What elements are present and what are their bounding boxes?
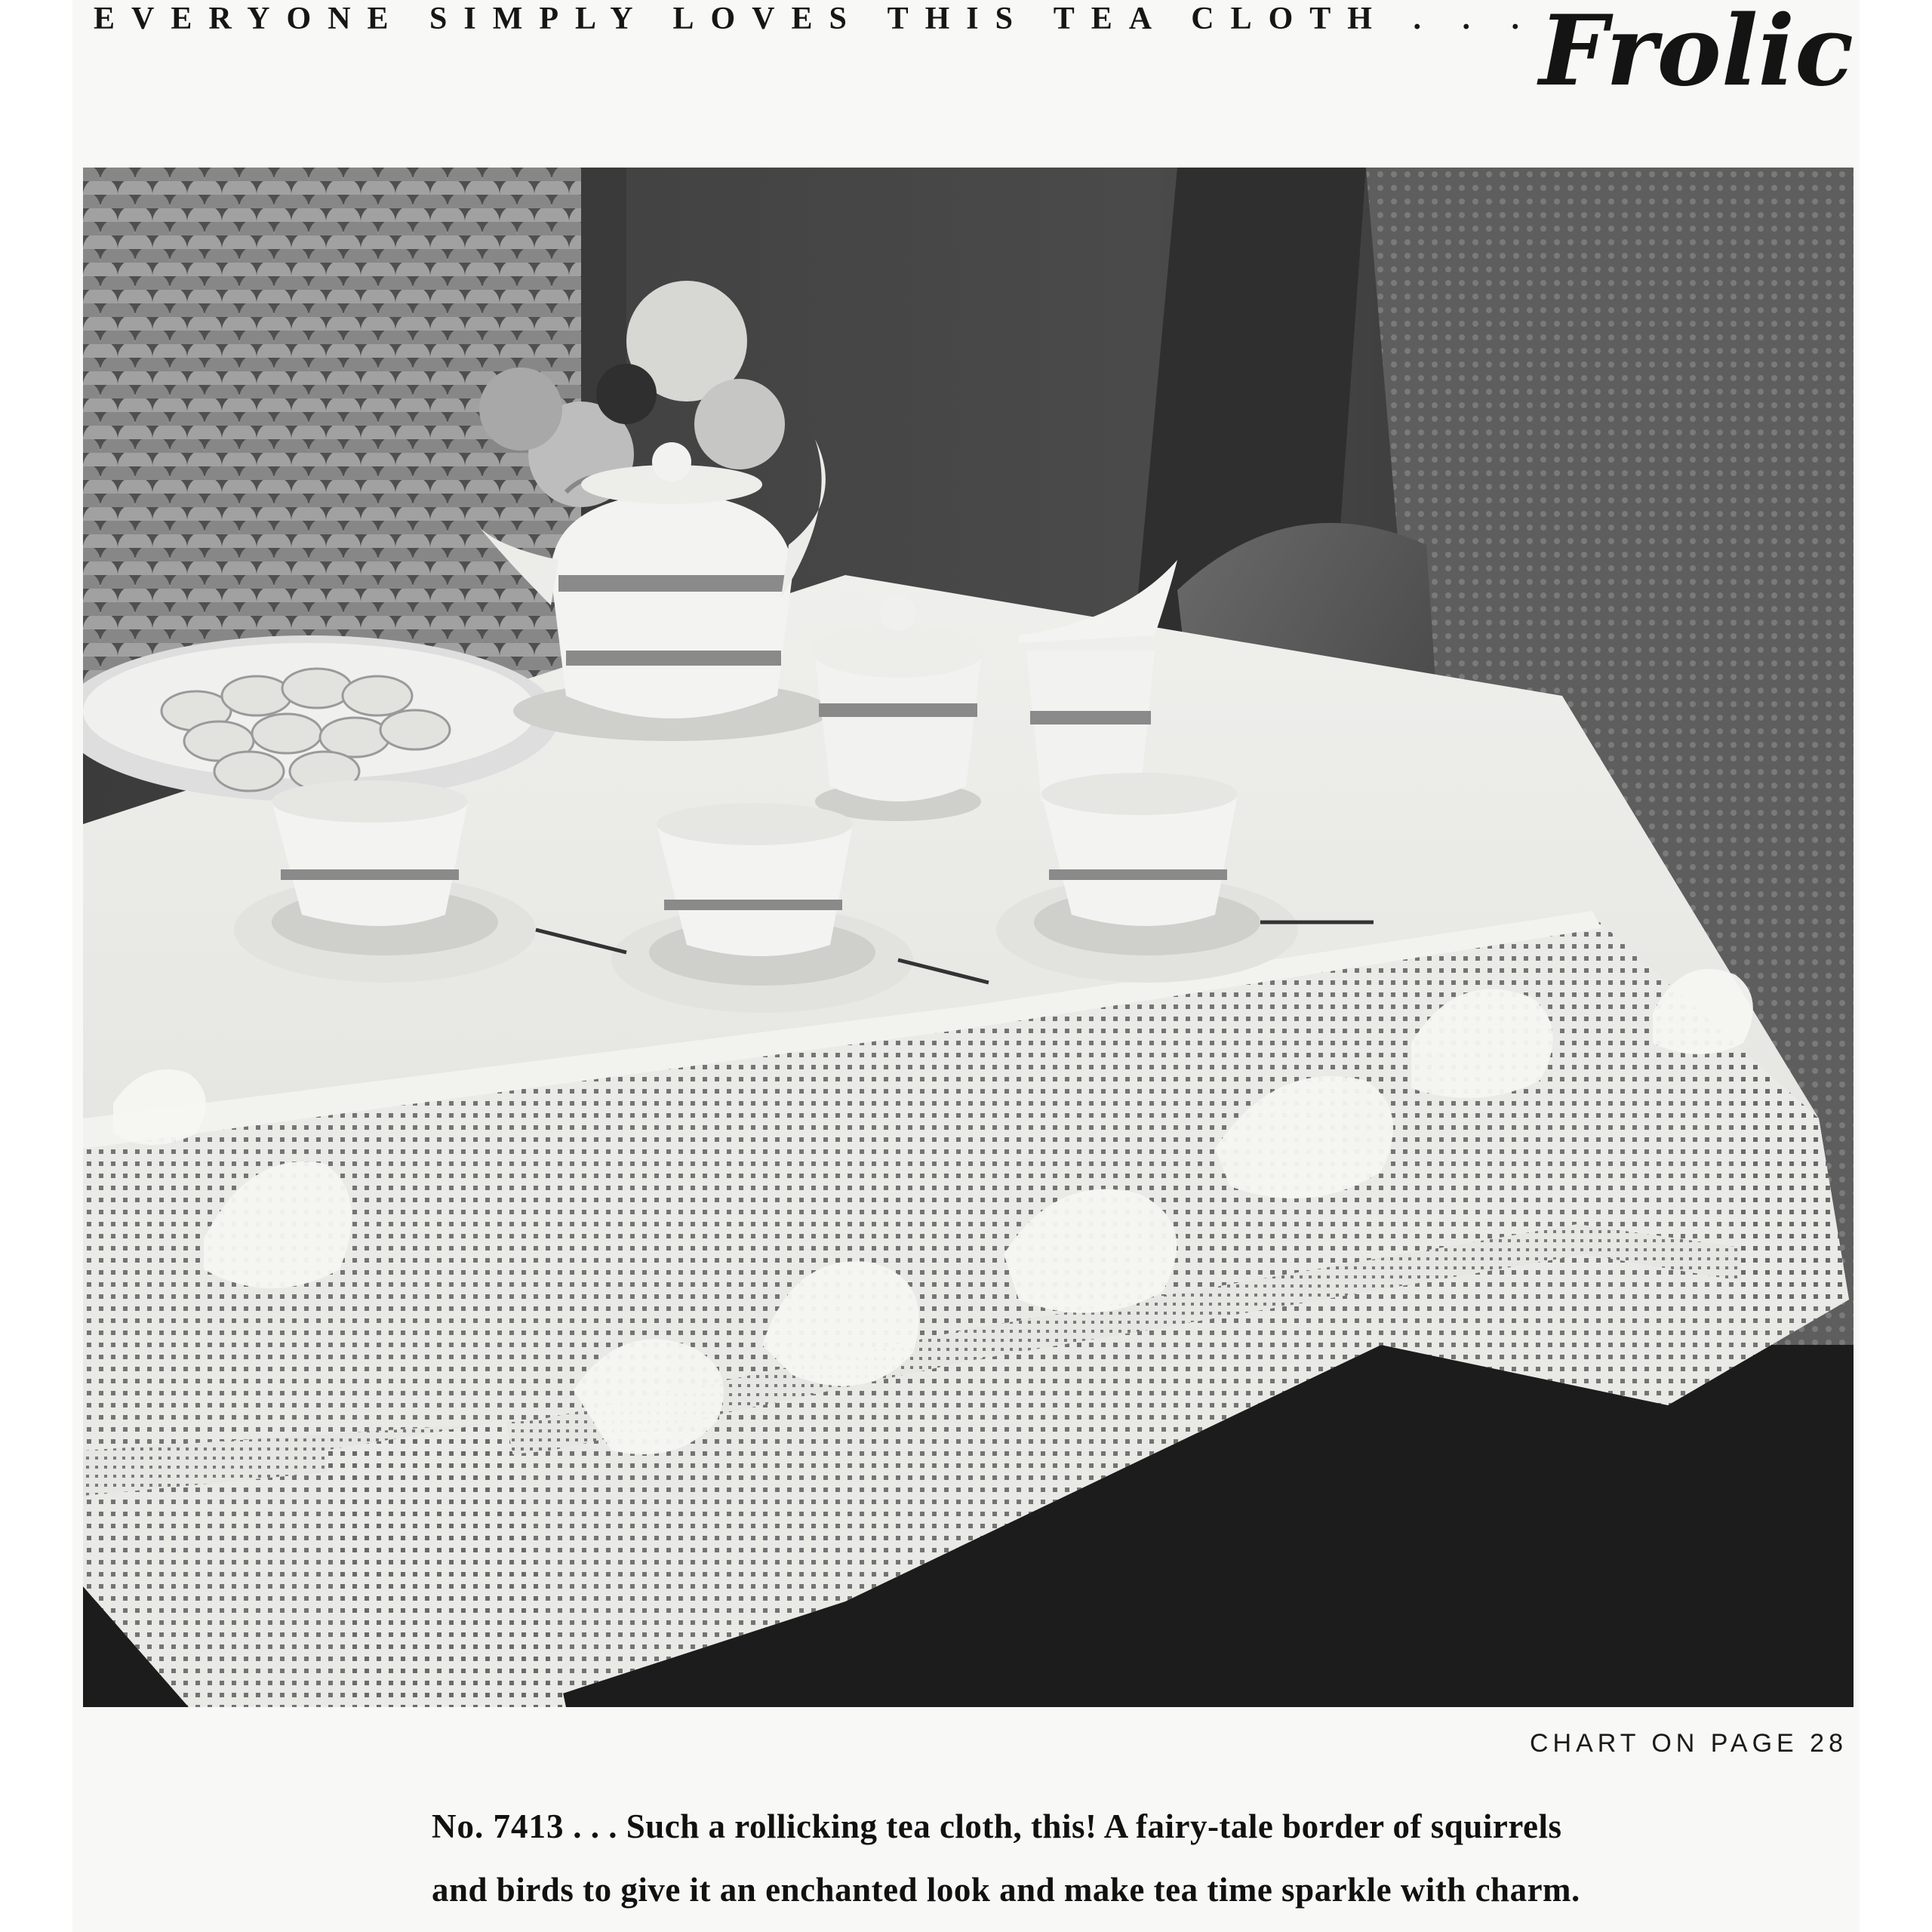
caption-line-1: . . . Such a rollicking tea cloth, this! A fairy-tale border of squirrels <box>564 1807 1562 1845</box>
pattern-title: Frolic <box>1539 0 1854 108</box>
caption-line-2: and birds to give it an enchanted look and make tea time sparkle with charm. <box>432 1871 1580 1909</box>
caption <box>432 1795 1850 1921</box>
pattern-number: No. 7413 <box>432 1807 565 1845</box>
tea-cloth-photo <box>83 168 1854 1707</box>
chart-reference: CHART ON PAGE 28 <box>1530 1729 1847 1758</box>
headline: EVERYONE SIMPLY LOVES THIS TEA CLOTH . . . <box>94 2 1536 36</box>
